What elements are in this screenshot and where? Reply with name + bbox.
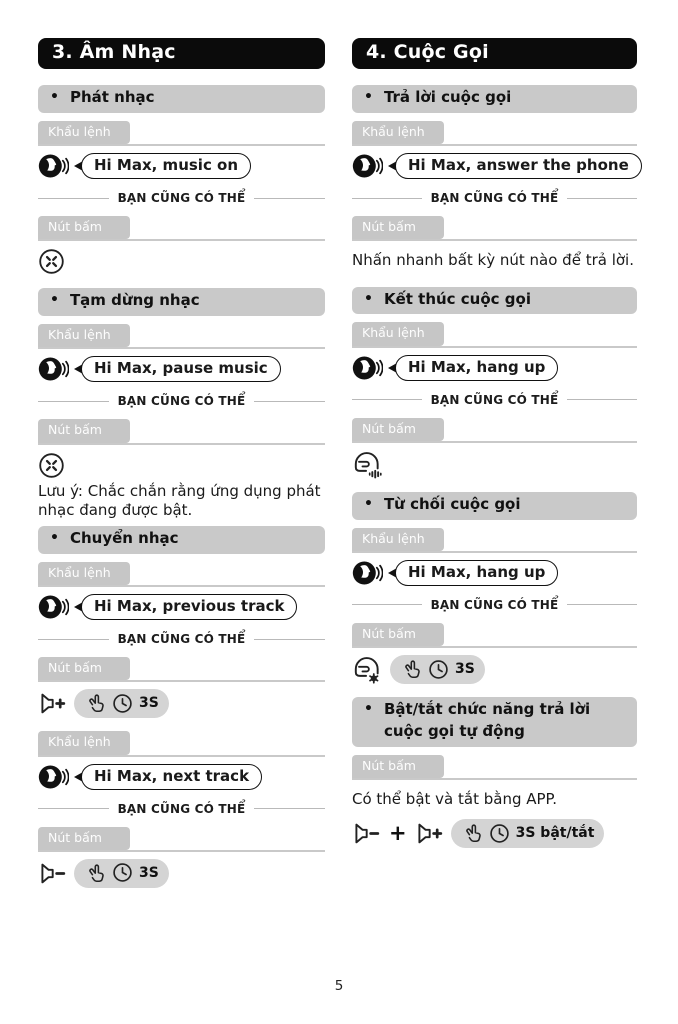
bullet: • [364,701,373,717]
divider-label: BẠN CŨNG CÓ THỂ [117,632,246,647]
also-divider [352,191,637,205]
button-press-tag: Nút bấm [352,623,444,646]
subsection-answer-call [352,85,637,113]
button-press-row [38,248,325,275]
helmet-gear-icon [352,655,383,684]
button-press-row [38,859,325,888]
also-divider [38,191,325,205]
button-press-tag-row [352,755,637,780]
divider-line [254,401,325,402]
subsection-title: Bật/tắt chức năng trả lời cuộc gọi tự động [383,700,591,740]
voice-command-tag: Khẩu lệnh [352,528,444,551]
divider-label: BẠN CŨNG CÓ THỂ [117,191,246,205]
divider-line [254,198,325,199]
voice-command-row [38,763,325,791]
voice-command-tag: Khẩu lệnh [38,731,130,754]
subsection-title: Chuyển nhạc [69,529,179,548]
hold-duration-label: 3S [139,695,159,712]
button-press-tag-row [352,418,637,443]
divider-line [38,639,109,640]
hold-pill [451,819,605,848]
button-press-tag: Nút bấm [352,216,444,239]
voice-command-tag-row [352,322,637,347]
voice-command-tag: Khẩu lệnh [352,322,444,345]
bullet: • [50,89,59,105]
also-divider [38,632,325,646]
pause-note: Lưu ý: Chắc chắn rằng ứng dụng phát nhạc đang được bật. [38,481,321,520]
volume-up-icon [38,691,67,716]
divider-line [567,604,637,605]
voice-speech-icon [38,355,69,383]
divider-line [38,198,109,199]
voice-command-bubble: Hi Max, next track [81,764,262,790]
voice-command-tag-row [38,324,325,349]
volume-down-icon [352,821,381,846]
bullet: • [364,495,373,512]
section-header-music: 3. Âm Nhạc [38,38,325,69]
subsection-pause-music [38,288,325,316]
button-press-tag-row [38,419,325,444]
button-press-tag: Nút bấm [352,418,444,441]
button-press-row [38,689,325,718]
subsection-auto-answer [352,697,637,747]
page-number: 5 [334,978,344,994]
voice-command-tag-row [38,562,325,587]
bullet: • [364,89,373,105]
voice-command-tag-row [352,121,637,146]
voice-command-tag: Khẩu lệnh [352,121,444,144]
button-press-tag: Nút bấm [38,216,130,239]
subsection-title: Tạm dừng nhạc [69,291,200,310]
also-divider [352,393,637,407]
voice-command-row [38,593,325,621]
hold-pill [390,655,485,684]
voice-speech-icon [352,559,383,587]
voice-command-row [352,152,637,180]
divider-line [38,401,109,402]
plus-icon: + [389,821,407,845]
voice-command-tag-row [38,121,325,146]
button-press-row [352,819,637,848]
voice-command-row [38,355,325,383]
divider-line [352,604,422,605]
also-divider [38,394,325,408]
voice-command-tag-row [352,528,637,553]
voice-command-bubble: Hi Max, answer the phone [395,153,642,179]
voice-command-row [38,152,325,180]
voice-speech-icon [38,152,69,180]
also-divider [38,802,325,816]
subsection-play-music [38,85,325,113]
button-press-tag: Nút bấm [38,827,130,850]
volume-up-icon [415,821,444,846]
voice-speech-icon [352,354,383,382]
auto-answer-instruction: Có thể bật và tắt bằng APP. [352,789,558,808]
subsection-title: Kết thúc cuộc gọi [383,289,531,308]
voice-command-bubble: Hi Max, previous track [81,594,297,620]
divider-label: BẠN CŨNG CÓ THỂ [430,392,559,407]
divider-line [567,399,637,400]
music-column [38,38,325,901]
button-press-row [352,450,637,479]
button-press-tag: Nút bấm [38,419,130,442]
bullet: • [50,292,59,309]
subsection-end-call [352,287,637,315]
voice-command-bubble: Hi Max, hang up [395,560,558,586]
subsection-reject-call [352,492,637,520]
helmet-speaker-icon [352,450,383,479]
bullet: • [50,530,59,547]
divider-line [352,399,422,400]
voice-command-bubble: Hi Max, music on [81,153,251,179]
button-press-tag-row [38,216,325,241]
divider-label: BẠN CŨNG CÓ THỂ [117,394,246,409]
voice-command-bubble: Hi Max, pause music [81,356,281,382]
voice-command-row [352,559,637,587]
section-header-calls: 4. Cuộc Gọi [352,38,637,69]
volume-down-icon [38,861,67,886]
calls-column [352,38,637,901]
subsection-title: Phát nhạc [69,88,155,106]
bullet: • [364,290,373,307]
divider-label: BẠN CŨNG CÓ THỂ [430,597,559,612]
subsection-title: Từ chối cuộc gọi [383,494,521,513]
button-press-tag-row [38,657,325,682]
multifunction-button-icon [38,248,65,275]
press-hand-icon [84,692,106,714]
multifunction-button-icon [38,452,65,479]
voice-speech-icon [38,593,69,621]
divider-line [352,198,422,199]
voice-command-tag: Khẩu lệnh [38,121,130,144]
clock-icon [112,862,133,883]
button-press-tag-row [38,827,325,852]
press-hand-icon [461,822,483,844]
divider-line [38,808,109,809]
voice-command-row [352,354,637,382]
subsection-skip-track [38,526,325,554]
divider-label: BẠN CŨNG CÓ THỂ [117,801,246,816]
clock-icon [489,823,510,844]
clock-icon [428,659,449,680]
button-press-tag-row [352,216,637,241]
button-press-tag: Nút bấm [38,657,130,680]
voice-command-tag: Khẩu lệnh [38,324,130,347]
button-press-row [38,452,325,479]
divider-label: BẠN CŨNG CÓ THỂ [430,191,559,205]
voice-command-tag-row [38,731,325,756]
also-divider [352,598,637,612]
button-press-row [352,655,637,684]
voice-command-bubble: Hi Max, hang up [395,355,558,381]
hold-pill [74,859,169,888]
button-press-tag-row [352,623,637,648]
clock-icon [112,693,133,714]
button-press-tag: Nút bấm [352,755,444,778]
divider-line [254,639,325,640]
hold-duration-label: 3S [139,864,159,881]
hold-duration-label: 3S [455,661,475,677]
hold-pill [74,689,169,718]
voice-speech-icon [352,152,383,180]
press-hand-icon [400,658,422,680]
press-hand-icon [84,862,106,884]
voice-speech-icon [38,763,69,791]
divider-line [567,198,637,199]
voice-command-tag: Khẩu lệnh [38,562,130,585]
answer-instruction: Nhấn nhanh bất kỳ nút nào để trả lời. [352,251,634,270]
subsection-title: Trả lời cuộc gọi [383,88,512,106]
divider-line [254,808,325,809]
hold-toggle-label: 3S bật/tắt [515,825,595,841]
